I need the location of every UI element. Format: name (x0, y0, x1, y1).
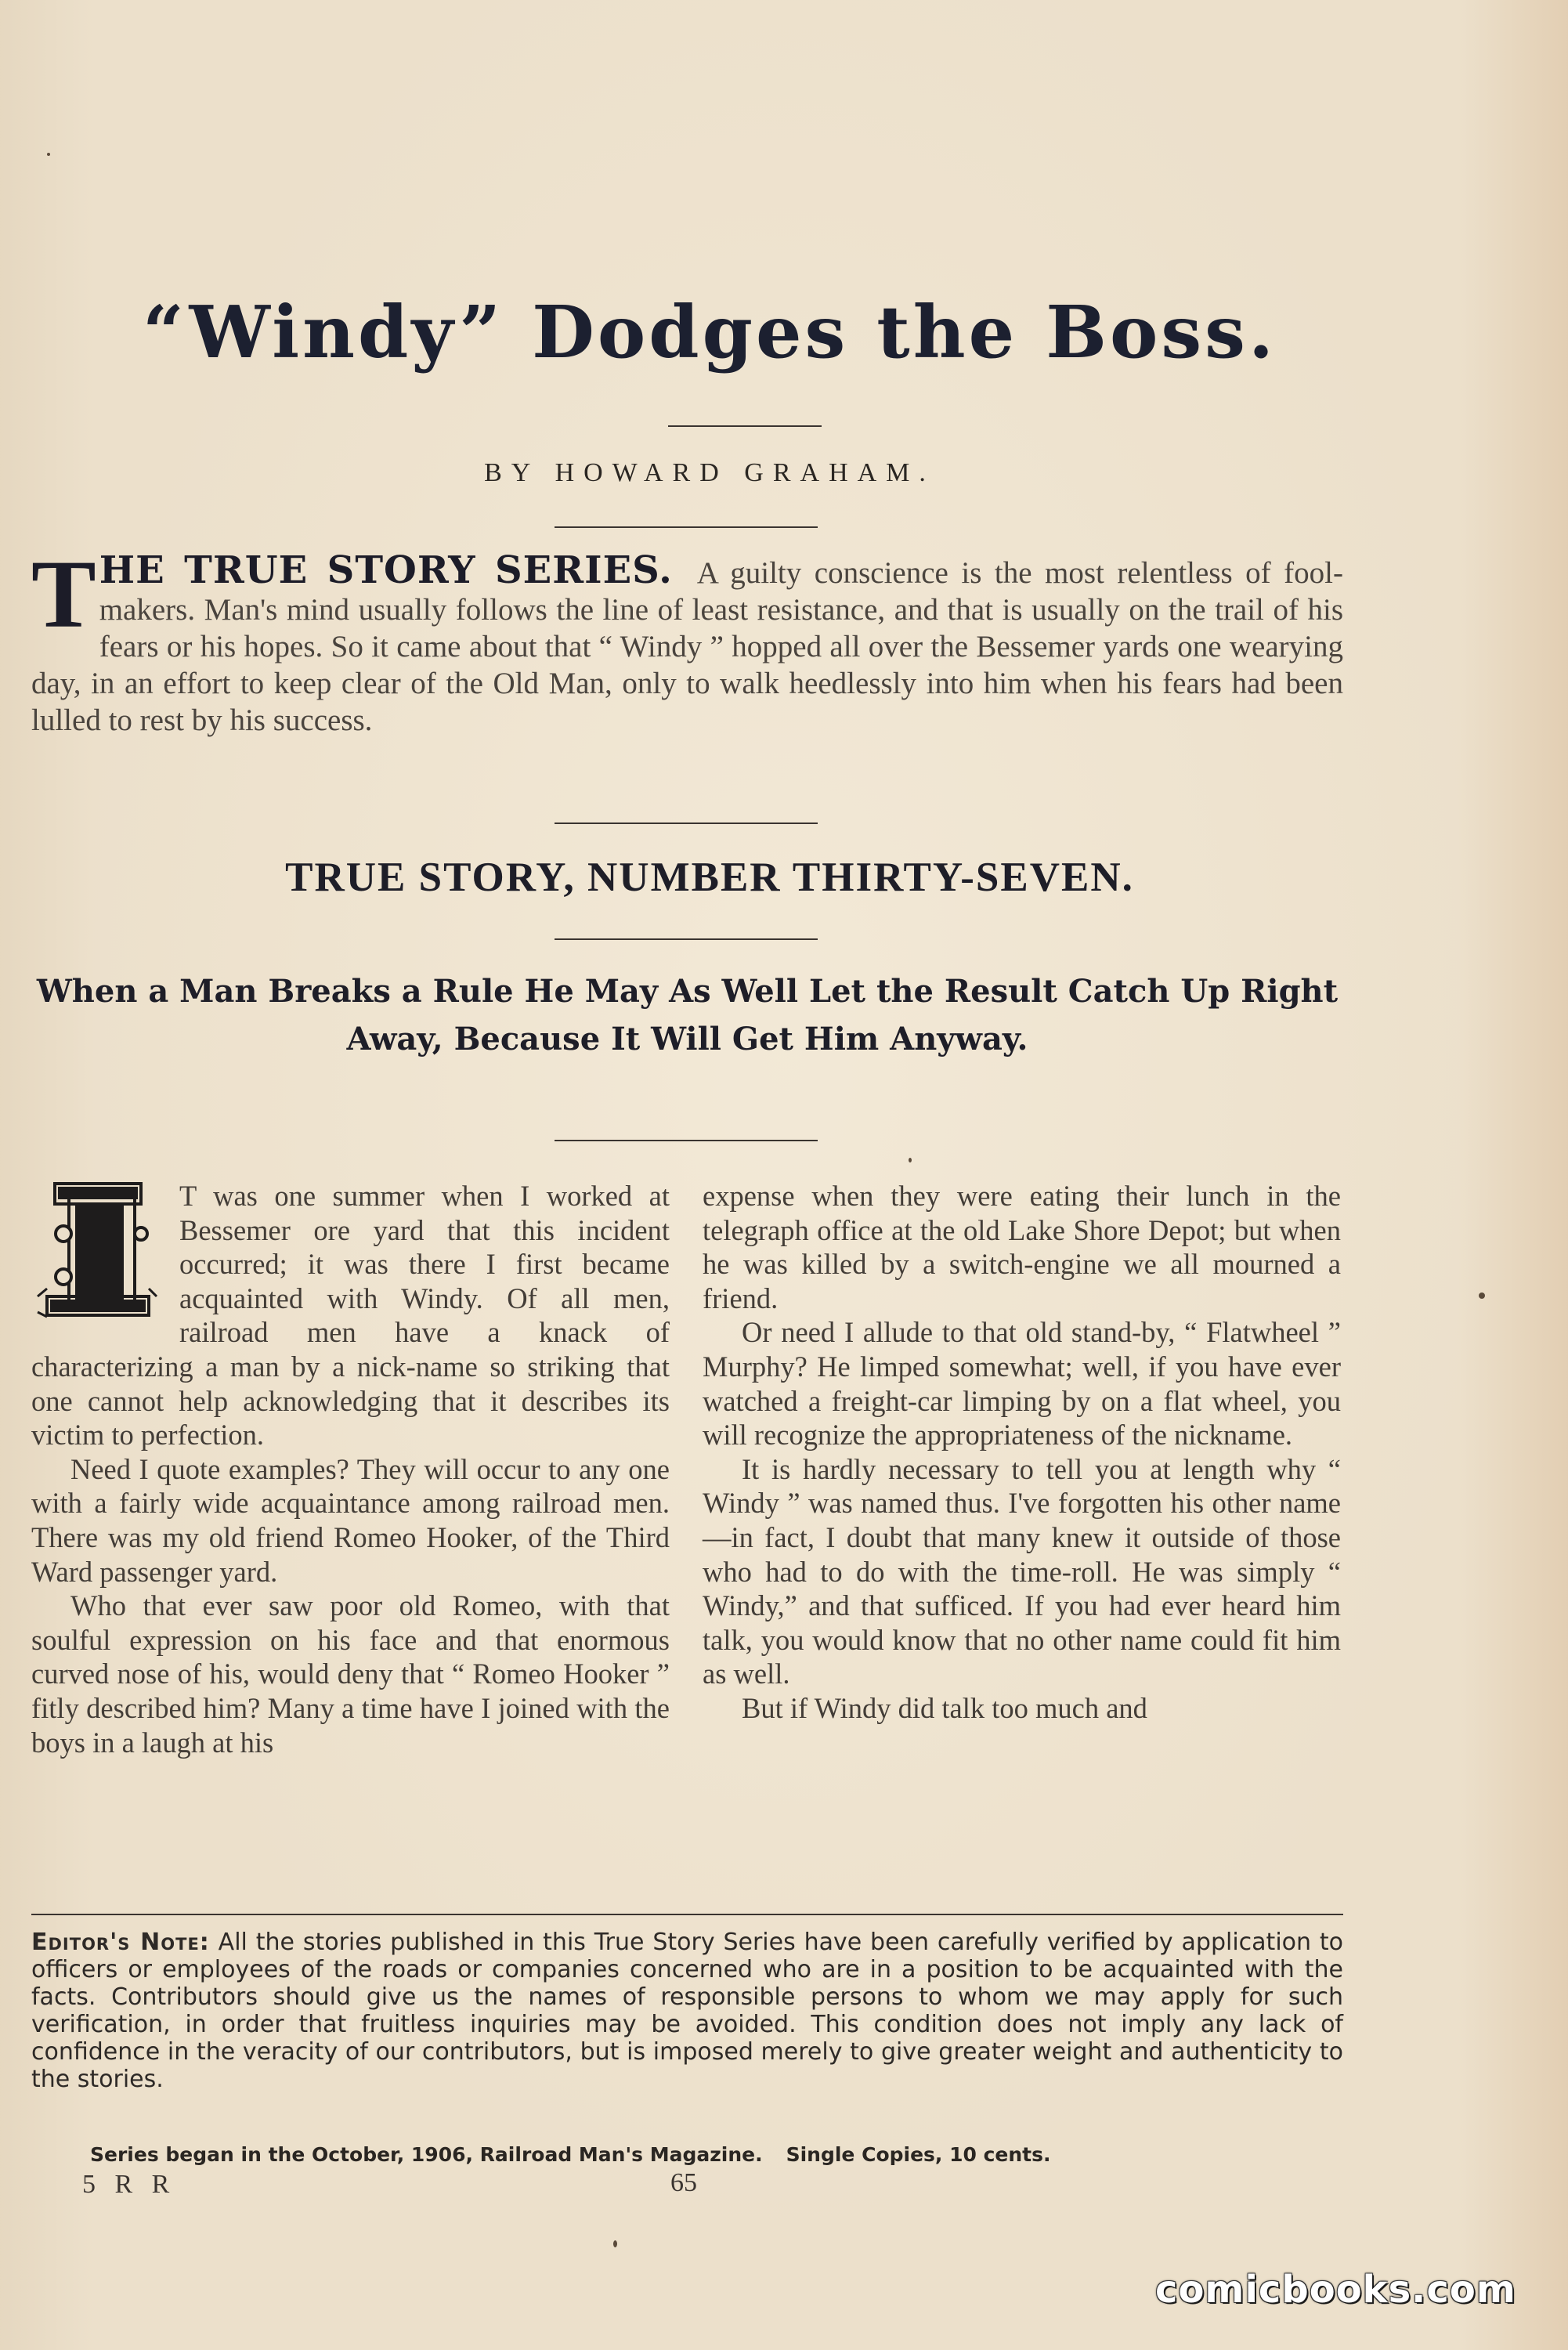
body-column-left (31, 1179, 670, 1759)
body-paragraph: Or need I allude to that old stand-by, “ Flatwheel ” Murphy? He limped somewhat; well, if you have ever watched a freight-car limping by on a flat wheel, you will recognize the appropriateness of the nickname. (703, 1316, 1341, 1452)
body-column-right (703, 1179, 1341, 1726)
intro-initial: T (31, 540, 96, 648)
story-number: TRUE STORY, NUMBER THIRTY-SEVEN. (285, 855, 1134, 900)
page-number: 65 (670, 2168, 697, 2197)
series-started-note: Series began in the October, 1906, Railroad Man's Magazine. (90, 2143, 763, 2166)
paper-speck (1479, 1292, 1485, 1299)
body-paragraph: expense when they were eating their lunch in the telegraph office at the old Lake Shore Depot; but when he was killed by a switch-engine we all mourned a friend. (703, 1180, 1341, 1314)
editors-note-label: Editor's Note: (31, 1929, 210, 1956)
body-first-paragraph-text: T was one summer when I worked at Bessemer ore yard that this incident occurred; it was there I first became acquainted with Windy. Of all men, railroad men have a knack of characterizing a man by a nick-name so striking that one cannot help acknowledging that it describes its victim to perfection. (31, 1180, 670, 1452)
subhead-divider (555, 1140, 818, 1141)
title-divider (668, 425, 822, 427)
body-paragraph: Need I quote examples? They will occur to any one with a fairly wide acquaintance among railroad men. There was my old friend Romeo Hooker, of the Third Ward passenger yard. (31, 1452, 670, 1588)
subheadline: When a Man Breaks a Rule He May As Well Let the Result Catch Up Right Away, Because It Will Get Him Anyway. (36, 973, 1339, 1058)
editors-note-text: All the stories published in this True Story Series have been carefully verified by application to officers or employees of the roads or companies concerned who are in a position to be acquainted with the facts. Contributors should give us the names of responsible persons to whom we may apply for such verification, in order that fruitless inquiries may be avoided. This condition does not imply any lack of confidence in the veracity of our contributors, but is imposed merely to give greater weight and authenticity to the stories. (31, 1929, 1343, 2093)
intro-divider (555, 822, 818, 824)
body-paragraph: Who that ever saw poor old Romeo, with that soulful expression on his face and that enormous curved nose of his, would deny that “ Romeo Hooker ” fitly described him? Many a time have I joined with the boys in a laugh at his (31, 1589, 670, 1759)
ornamental-initial-i-icon (31, 1179, 168, 1320)
series-note (90, 2143, 1343, 2166)
story-number-divider (555, 938, 818, 940)
byline: BY HOWARD GRAHAM. (484, 458, 935, 487)
body-paragraph: It is hardly necessary to tell you at length why “ Windy ” was named thus. I've forgotten his other name—in fact, I doubt that many knew it outside of those who had to do with the time-roll. He was simply “ Windy,” and that sufficed. If you had ever heard him talk, you would know that no other name could fit him as well. (703, 1452, 1341, 1690)
footnote-divider (31, 1914, 1343, 1915)
paper-speck (909, 1158, 912, 1162)
body-paragraph: But if Windy did talk too much and (742, 1691, 1147, 1724)
paper-speck (613, 2240, 617, 2247)
intro-text: A guilty conscience is the most relentless of fool-makers. Man's mind usually follows the line of least resistance, and that is usually on the trail of his fears or his hopes. So it came about that “ Windy ” hopped all over the Bessemer yards one wearying day, in an effort to keep clear of the Old Man, only to walk heedlessly into him when his fears had been lulled to rest by his success. (31, 556, 1343, 737)
paper-speck (47, 153, 50, 156)
article-title: “Windy” Dodges the Boss. (143, 290, 1277, 374)
printer-signature: 5 R R (82, 2170, 176, 2199)
body-first-paragraph (31, 1179, 670, 1452)
editors-note (31, 1929, 1343, 2093)
intro-lead: HE TRUE STORY SERIES. (99, 548, 673, 592)
site-watermark: comicbooks.com (1155, 2268, 1516, 2312)
price-note: Single Copies, 10 cents. (786, 2143, 1051, 2166)
intro-paragraph (31, 540, 1343, 739)
byline-divider (555, 526, 818, 528)
